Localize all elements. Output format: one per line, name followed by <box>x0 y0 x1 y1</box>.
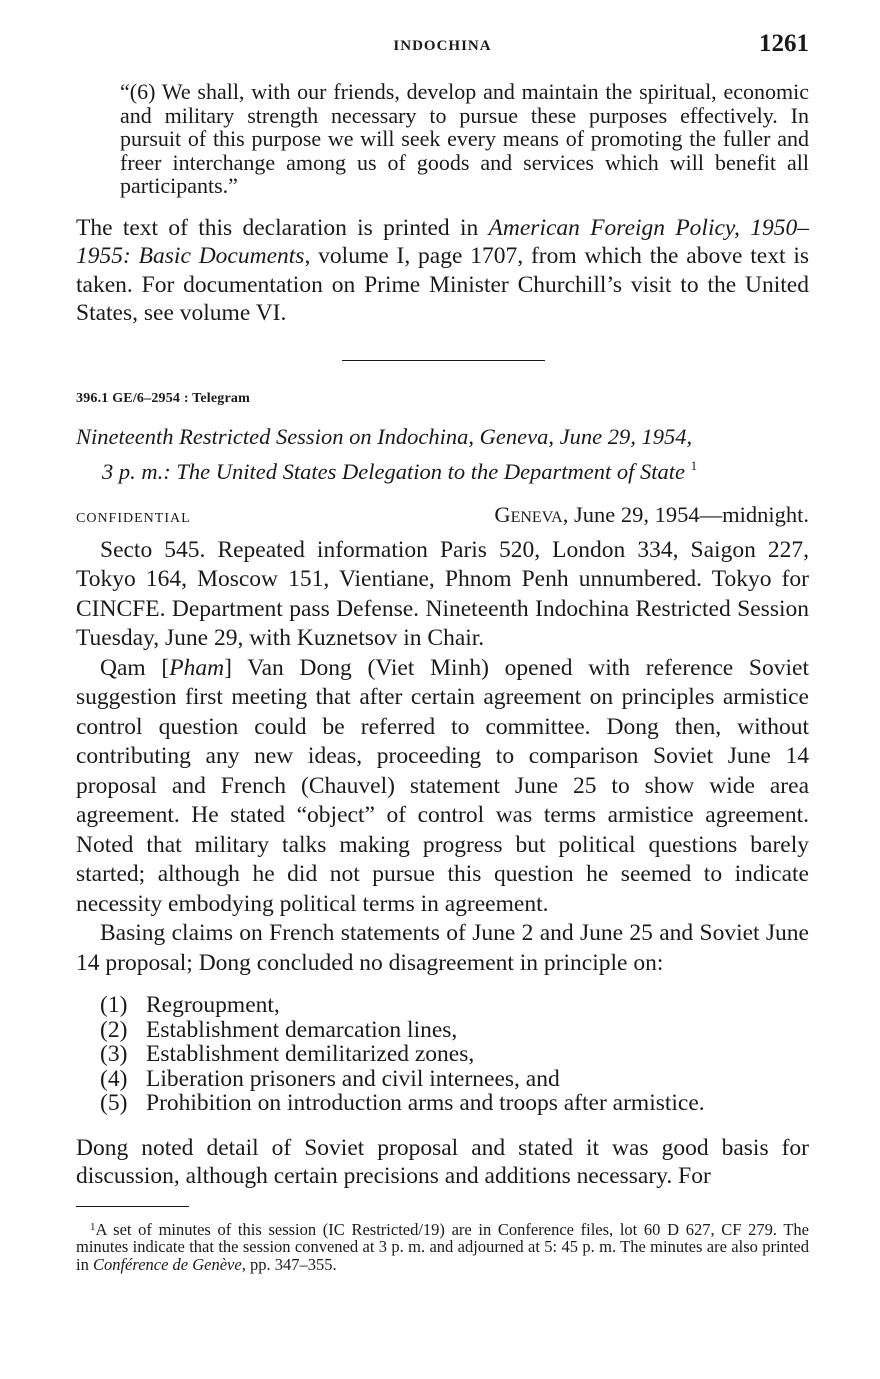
running-head <box>76 30 809 64</box>
list-item-text: Prohibition on introduction arms and troops after armistice. <box>146 1090 705 1116</box>
footnote-marker: 1 <box>690 457 698 473</box>
footnote-italic-title: Conférence de Genève <box>92 1254 242 1274</box>
date-text: , June 29, 1954—midnight. <box>562 501 809 527</box>
footnote-text-2: , pp. 347–355. <box>241 1254 337 1274</box>
document-page <box>76 30 809 1290</box>
list-item-text: Liberation prisoners and civil internees, and <box>146 1065 560 1092</box>
body-paragraph-2-rest: ] Van Dong (Viet Minh) opened with reference Soviet suggestion first meeting that after certain agreement on principles armistice control question could be referred to committee. Dong then, without contributing any new ideas, proceeding to comparison Soviet June 14 proposal and French (Chauvel) statement June 25 to show wide area agreement. He stated “object” of control was terms armistice agreement. Noted that military talks making progress but political questions barely started; although he did not pursue this question he seemed to indicate necessity embodying political terms in agreement. <box>76 654 809 917</box>
list-item-number: (4) <box>100 1065 128 1092</box>
place-name: Geneva <box>494 501 563 527</box>
file-reference: 396.1 GE/6–2954 : Telegram <box>76 390 250 406</box>
list-item <box>100 1067 809 1092</box>
footnote-rule <box>76 1206 189 1207</box>
document-title <box>76 422 809 486</box>
editorial-note <box>76 214 809 328</box>
body-paragraph-2 <box>76 654 809 920</box>
list-item <box>100 1091 809 1116</box>
list-item-number: (5) <box>100 1090 128 1116</box>
document-title-line-2-text: 3 p. m.: The United States Delegation to the Department of State <box>102 458 686 484</box>
editorial-note-text-2: , volume I, page 1707, from which the above text is taken. For documentation on Prime Minister Churchill’s visit to the United States, see volume VI. <box>76 243 809 326</box>
section-divider <box>342 360 545 361</box>
body-paragraph-4: Dong noted detail of Soviet proposal and stated it was good basis for discussion, although certain precisions and additions necessary. For <box>76 1134 809 1189</box>
list-item-text: Establishment demilitarized zones, <box>146 1041 475 1067</box>
footnote <box>76 1219 809 1274</box>
footnote-text-1: A set of minutes of this session (IC Restricted/19) are in Conference files, lot 60 D 627, CF 279. The minutes indicate that the session convened at 3 p. m. and adjourned at 5: 45 p. m. The minutes are also printed in <box>76 1219 809 1274</box>
dateline <box>76 502 809 528</box>
source-title: American Foreign Policy, 1950–1955: Basic Documents <box>76 214 809 269</box>
place-and-date <box>494 502 809 528</box>
document-title-line-1: Nineteenth Restricted Session on Indochina, Geneva, June 29, 1954, <box>76 423 693 449</box>
body-paragraph-2-start: Qam [ <box>100 654 170 681</box>
editorial-note-text-1: The text of this declaration is printed in <box>76 214 489 241</box>
body-paragraph-3: Basing claims on French statements of June 2 and June 25 and Soviet June 14 proposal; Dong concluded no disagreement in principle on: <box>76 920 809 976</box>
list-item-text: Establishment demarcation lines, <box>146 1016 458 1043</box>
list-item-number: (2) <box>100 1016 128 1043</box>
list-item-text: Regroupment, <box>146 992 280 1018</box>
list-item <box>100 1018 809 1043</box>
quoted-declaration: “(6) We shall, with our friends, develop and maintain the spiritual, economic and military strength necessary to pursue these purposes effectively. In pursuit of this purpose we will seek every means of promoting the fuller and freer interchange among us of goods and services which will benefit all participants.” <box>120 79 809 198</box>
list-item <box>100 1042 809 1067</box>
classification-label: CONFIDENTIAL <box>76 510 191 526</box>
running-head-title: INDOCHINA <box>393 38 492 54</box>
list-item-number: (3) <box>100 1041 128 1067</box>
principles-list <box>100 993 809 1116</box>
footnote-number: 1 <box>90 1220 96 1233</box>
document-title-line-2 <box>76 451 809 486</box>
list-item <box>100 993 809 1018</box>
body-paragraph-2-italic: Pham <box>169 654 225 681</box>
page-number: 1261 <box>759 30 809 57</box>
list-item-number: (1) <box>100 992 128 1018</box>
body-paragraph-1: Secto 545. Repeated information Paris 520, London 334, Saigon 227, Tokyo 164, Moscow 151, Vientiane, Phnom Penh unnumbered. Tokyo for CINCFE. Department pass Defense. Nineteenth Indochina Restricted Session Tuesday, June 29, with Kuznetsov in Chair. <box>76 536 809 651</box>
